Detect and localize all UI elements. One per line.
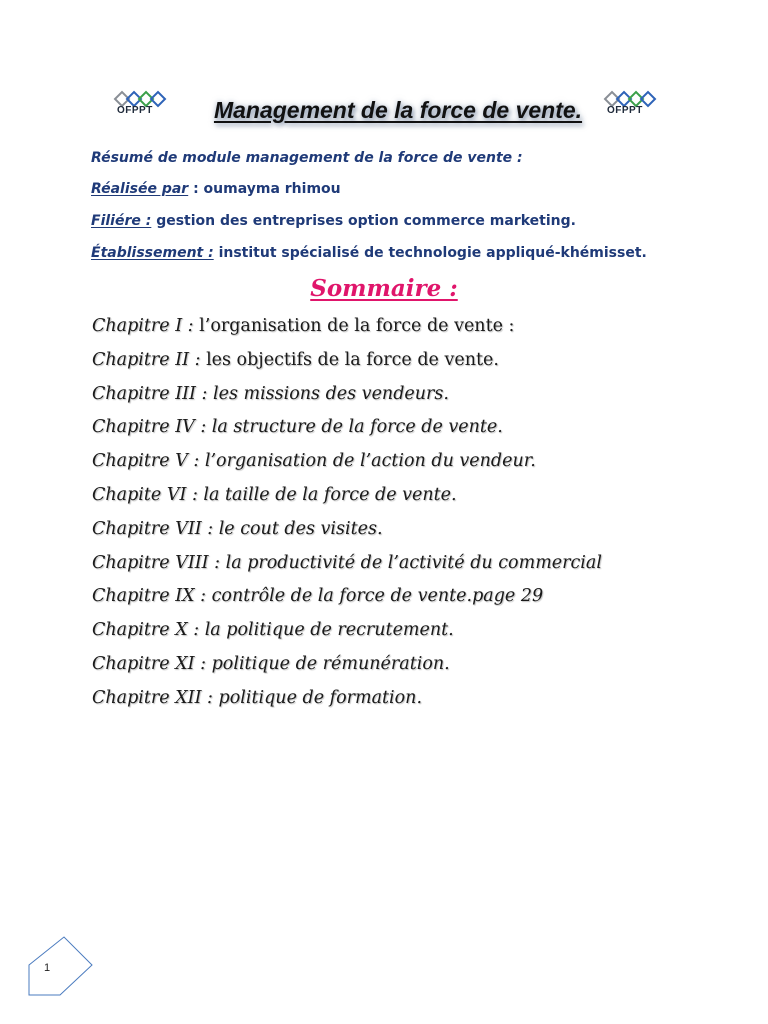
- summary-label: Résumé de module management de la force de vente :: [91, 150, 523, 166]
- chapter-title: la taille de la force de vente.: [203, 484, 457, 505]
- logo-text: OFPPT: [117, 105, 153, 116]
- logo-text: OFPPT: [607, 105, 643, 116]
- author-line: [91, 181, 341, 197]
- chapter-label: Chapitre IX :: [92, 586, 212, 607]
- ofppt-logo-left: [113, 90, 173, 120]
- page-number: 1: [44, 962, 51, 974]
- chapter-title: politique de rémunération.: [211, 653, 450, 674]
- chapter-item: [92, 684, 602, 718]
- chapter-item: [92, 346, 602, 380]
- chapter-title: politique de formation.: [218, 687, 423, 708]
- chapter-title: le cout des visites.: [218, 518, 383, 539]
- chapter-title: la productivité de l’activité du commercial: [225, 552, 602, 573]
- chapter-item: [92, 515, 602, 549]
- chapter-label: Chapitre VIII :: [92, 552, 226, 573]
- chapter-label: Chapitre VII :: [92, 518, 219, 539]
- chapter-item: [92, 413, 602, 447]
- chapter-title: les missions des vendeurs.: [212, 383, 449, 404]
- chapter-label: Chapitre I :: [92, 316, 200, 336]
- page-number-shape: [26, 935, 94, 999]
- chapter-item: [92, 447, 602, 481]
- sommaire-heading: Sommaire :: [310, 275, 458, 302]
- chapter-title: la politique de recrutement.: [204, 620, 454, 641]
- chapter-item: [92, 650, 602, 684]
- chapter-title: la structure de la force de vente.: [211, 417, 503, 438]
- chapter-label: Chapitre XII :: [92, 687, 219, 708]
- school-value: institut spécialisé de technologie appliqué-khémisset.: [213, 245, 647, 261]
- chapter-item: [92, 549, 602, 583]
- chapter-label: Chapite VI :: [92, 484, 204, 505]
- field-label: Filiére :: [91, 213, 152, 229]
- chapter-title: contrôle de la force de vente.page 29: [211, 586, 544, 607]
- chapter-title: l’organisation de l’action du vendeur.: [204, 451, 536, 472]
- chapter-label: Chapitre XI :: [92, 653, 212, 674]
- field-value: gestion des entreprises option commerce marketing.: [151, 213, 576, 229]
- chapter-list: [92, 312, 602, 718]
- chapter-label: Chapitre IV :: [92, 417, 212, 438]
- summary-line: [91, 150, 523, 166]
- chapter-label: Chapitre X :: [92, 620, 205, 641]
- chapter-item: [92, 582, 602, 616]
- chapter-title: les objectifs de la force de vente.: [206, 349, 499, 370]
- ofppt-logo-right: [603, 90, 663, 120]
- chapter-label: Chapitre V :: [92, 451, 205, 472]
- chapter-label: Chapitre II :: [92, 349, 207, 370]
- author-label: Réalisée par: [91, 181, 189, 197]
- chapter-item: [92, 481, 602, 515]
- author-value: : oumayma rhimou: [193, 181, 341, 197]
- chapter-item: [92, 312, 602, 346]
- chapter-title: l’organisation de la force de vente :: [199, 316, 515, 336]
- school-line: [91, 245, 647, 261]
- chapter-item: [92, 616, 602, 650]
- chapter-item: [92, 380, 602, 414]
- document-title: Management de la force de vente.: [213, 97, 583, 123]
- chapter-label: Chapitre III :: [92, 383, 213, 404]
- school-label: Établissement :: [91, 245, 214, 261]
- field-line: [91, 213, 576, 229]
